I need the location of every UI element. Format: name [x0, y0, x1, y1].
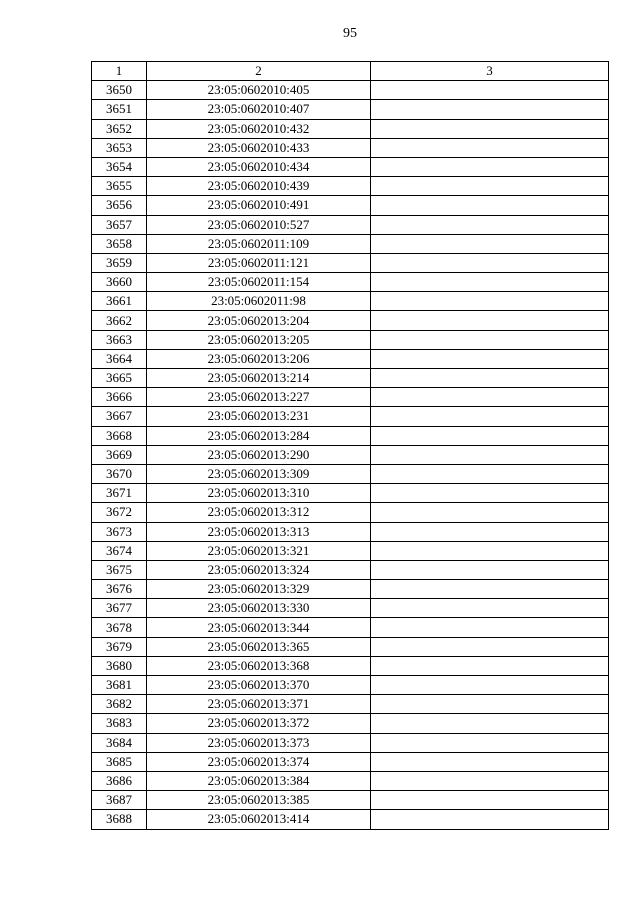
table-row	[92, 464, 609, 483]
table-row	[92, 618, 609, 637]
cadastral-number-cell: 23:05:0602013:324	[147, 560, 371, 579]
table-row	[92, 157, 609, 176]
cadastral-number-cell: 23:05:0602010:491	[147, 196, 371, 215]
row-number-cell: 3678	[92, 618, 147, 637]
note-cell	[371, 138, 609, 157]
row-number-cell: 3661	[92, 292, 147, 311]
table-row	[92, 311, 609, 330]
note-cell	[371, 791, 609, 810]
cadastral-number-cell: 23:05:0602013:313	[147, 522, 371, 541]
note-cell	[371, 695, 609, 714]
row-number-cell: 3665	[92, 369, 147, 388]
row-number-cell: 3684	[92, 733, 147, 752]
table-row	[92, 407, 609, 426]
table-header-row	[92, 62, 609, 81]
cadastral-number-cell: 23:05:0602013:310	[147, 484, 371, 503]
note-cell	[371, 618, 609, 637]
table-row	[92, 810, 609, 829]
note-cell	[371, 177, 609, 196]
note-cell	[371, 311, 609, 330]
row-number-cell: 3679	[92, 637, 147, 656]
note-cell	[371, 445, 609, 464]
table-row	[92, 752, 609, 771]
column-header-3: 3	[371, 62, 609, 81]
table-row	[92, 253, 609, 272]
table-row	[92, 292, 609, 311]
cadastral-number-cell: 23:05:0602010:434	[147, 157, 371, 176]
cadastral-number-cell: 23:05:0602013:284	[147, 426, 371, 445]
cadastral-number-cell: 23:05:0602013:231	[147, 407, 371, 426]
row-number-cell: 3672	[92, 503, 147, 522]
page-number: 95	[343, 26, 357, 41]
row-number-cell: 3688	[92, 810, 147, 829]
note-cell	[371, 560, 609, 579]
note-cell	[371, 119, 609, 138]
row-number-cell: 3687	[92, 791, 147, 810]
note-cell	[371, 369, 609, 388]
table-row	[92, 714, 609, 733]
table-row	[92, 771, 609, 790]
cadastral-number-cell: 23:05:0602010:439	[147, 177, 371, 196]
table-row	[92, 234, 609, 253]
row-number-cell: 3664	[92, 349, 147, 368]
cadastral-number-cell: 23:05:0602013:330	[147, 599, 371, 618]
table-row	[92, 676, 609, 695]
note-cell	[371, 752, 609, 771]
note-cell	[371, 503, 609, 522]
table-row	[92, 215, 609, 234]
row-number-cell: 3670	[92, 464, 147, 483]
row-number-cell: 3675	[92, 560, 147, 579]
row-number-cell: 3663	[92, 330, 147, 349]
note-cell	[371, 157, 609, 176]
table-row	[92, 522, 609, 541]
cadastral-number-cell: 23:05:0602013:414	[147, 810, 371, 829]
cadastral-number-cell: 23:05:0602010:527	[147, 215, 371, 234]
cadastral-number-cell: 23:05:0602013:373	[147, 733, 371, 752]
row-number-cell: 3656	[92, 196, 147, 215]
note-cell	[371, 81, 609, 100]
table-row	[92, 349, 609, 368]
table-row	[92, 177, 609, 196]
note-cell	[371, 349, 609, 368]
cadastral-number-cell: 23:05:0602010:405	[147, 81, 371, 100]
table-row	[92, 138, 609, 157]
cadastral-number-cell: 23:05:0602013:204	[147, 311, 371, 330]
cadastral-number-cell: 23:05:0602013:205	[147, 330, 371, 349]
row-number-cell: 3680	[92, 656, 147, 675]
row-number-cell: 3677	[92, 599, 147, 618]
note-cell	[371, 733, 609, 752]
cadastral-number-cell: 23:05:0602011:109	[147, 234, 371, 253]
row-number-cell: 3671	[92, 484, 147, 503]
note-cell	[371, 292, 609, 311]
cadastral-number-cell: 23:05:0602011:98	[147, 292, 371, 311]
note-cell	[371, 541, 609, 560]
note-cell	[371, 388, 609, 407]
row-number-cell: 3653	[92, 138, 147, 157]
note-cell	[371, 522, 609, 541]
row-number-cell: 3660	[92, 273, 147, 292]
row-number-cell: 3683	[92, 714, 147, 733]
note-cell	[371, 234, 609, 253]
table-row	[92, 560, 609, 579]
row-number-cell: 3657	[92, 215, 147, 234]
table-row	[92, 637, 609, 656]
table-row	[92, 541, 609, 560]
table-row	[92, 119, 609, 138]
row-number-cell: 3669	[92, 445, 147, 464]
table-row	[92, 695, 609, 714]
row-number-cell: 3667	[92, 407, 147, 426]
note-cell	[371, 484, 609, 503]
row-number-cell: 3666	[92, 388, 147, 407]
note-cell	[371, 637, 609, 656]
table-row	[92, 330, 609, 349]
row-number-cell: 3651	[92, 100, 147, 119]
cadastral-number-cell: 23:05:0602010:433	[147, 138, 371, 157]
note-cell	[371, 771, 609, 790]
cadastral-number-cell: 23:05:0602013:312	[147, 503, 371, 522]
table-row	[92, 503, 609, 522]
row-number-cell: 3668	[92, 426, 147, 445]
cadastral-number-cell: 23:05:0602013:309	[147, 464, 371, 483]
table-row	[92, 273, 609, 292]
row-number-cell: 3652	[92, 119, 147, 138]
row-number-cell: 3662	[92, 311, 147, 330]
cadastral-number-cell: 23:05:0602013:372	[147, 714, 371, 733]
cadastral-number-cell: 23:05:0602013:206	[147, 349, 371, 368]
row-number-cell: 3681	[92, 676, 147, 695]
table-row	[92, 656, 609, 675]
table-row	[92, 388, 609, 407]
cadastral-number-cell: 23:05:0602013:329	[147, 580, 371, 599]
note-cell	[371, 810, 609, 829]
table-row	[92, 445, 609, 464]
cadastral-number-cell: 23:05:0602013:290	[147, 445, 371, 464]
table-body	[92, 81, 609, 829]
note-cell	[371, 407, 609, 426]
row-number-cell: 3655	[92, 177, 147, 196]
cadastral-number-cell: 23:05:0602013:227	[147, 388, 371, 407]
table-row	[92, 100, 609, 119]
row-number-cell: 3674	[92, 541, 147, 560]
table-row	[92, 369, 609, 388]
row-number-cell: 3673	[92, 522, 147, 541]
note-cell	[371, 273, 609, 292]
cadastral-number-cell: 23:05:0602013:365	[147, 637, 371, 656]
column-header-2: 2	[147, 62, 371, 81]
note-cell	[371, 599, 609, 618]
table-row	[92, 580, 609, 599]
cadastral-table	[91, 61, 609, 830]
table-row	[92, 196, 609, 215]
column-header-1: 1	[92, 62, 147, 81]
cadastral-number-cell: 23:05:0602013:214	[147, 369, 371, 388]
cadastral-number-cell: 23:05:0602013:344	[147, 618, 371, 637]
row-number-cell: 3682	[92, 695, 147, 714]
note-cell	[371, 426, 609, 445]
cadastral-number-cell: 23:05:0602011:154	[147, 273, 371, 292]
row-number-cell: 3658	[92, 234, 147, 253]
note-cell	[371, 196, 609, 215]
row-number-cell: 3685	[92, 752, 147, 771]
table-row	[92, 733, 609, 752]
note-cell	[371, 100, 609, 119]
row-number-cell: 3654	[92, 157, 147, 176]
cadastral-number-cell: 23:05:0602013:321	[147, 541, 371, 560]
cadastral-number-cell: 23:05:0602013:371	[147, 695, 371, 714]
cadastral-number-cell: 23:05:0602013:370	[147, 676, 371, 695]
note-cell	[371, 580, 609, 599]
row-number-cell: 3676	[92, 580, 147, 599]
note-cell	[371, 215, 609, 234]
cadastral-number-cell: 23:05:0602011:121	[147, 253, 371, 272]
note-cell	[371, 714, 609, 733]
row-number-cell: 3659	[92, 253, 147, 272]
cadastral-number-cell: 23:05:0602013:368	[147, 656, 371, 675]
cadastral-number-cell: 23:05:0602013:385	[147, 791, 371, 810]
note-cell	[371, 253, 609, 272]
table-row	[92, 426, 609, 445]
table-row	[92, 81, 609, 100]
note-cell	[371, 676, 609, 695]
row-number-cell: 3650	[92, 81, 147, 100]
cadastral-number-cell: 23:05:0602010:432	[147, 119, 371, 138]
table-row	[92, 599, 609, 618]
note-cell	[371, 330, 609, 349]
table-row	[92, 791, 609, 810]
cadastral-number-cell: 23:05:0602013:374	[147, 752, 371, 771]
note-cell	[371, 656, 609, 675]
row-number-cell: 3686	[92, 771, 147, 790]
cadastral-number-cell: 23:05:0602013:384	[147, 771, 371, 790]
note-cell	[371, 464, 609, 483]
cadastral-number-cell: 23:05:0602010:407	[147, 100, 371, 119]
table-row	[92, 484, 609, 503]
